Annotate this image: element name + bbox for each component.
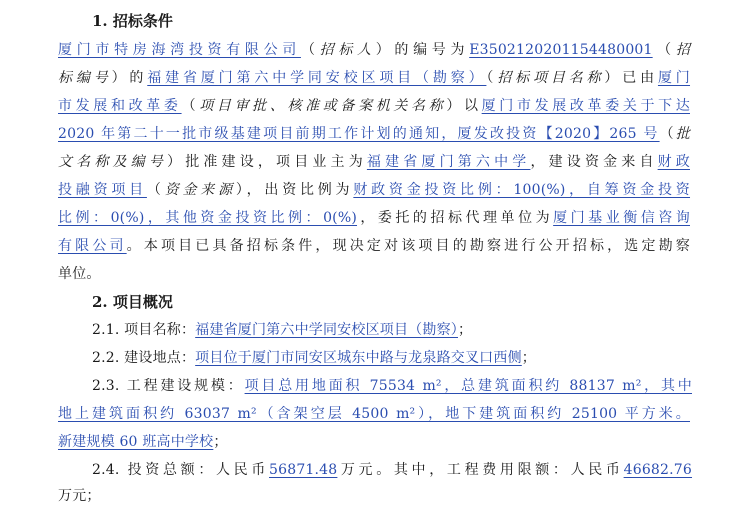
filled-field-value: 项目位于厦门市同安区城东中路与龙泉路交叉口西侧 — [195, 350, 522, 366]
text-segment: ）已由 — [604, 70, 658, 86]
section-2-line — [58, 485, 690, 507]
filled-field-value: 地上建筑面积约 63037 m²（含架空层 4500 m²），地下建筑面积约 25100 平方米。 — [58, 406, 690, 422]
filled-field-value: 比例：0(%)，其他资金投资比例：0(%) — [58, 210, 358, 226]
text-segment: ）批准建设，项目业主为 — [167, 154, 367, 170]
filled-field-value: 56871.48 — [269, 462, 338, 478]
text-segment: ），出资比例为 — [235, 182, 354, 198]
section-1-line — [58, 67, 690, 89]
filled-field-value: 厦门 — [657, 70, 691, 86]
text-segment: ，委托的招标代理单位为 — [357, 210, 554, 226]
filled-field-value: 投融资项目 — [58, 182, 147, 198]
field-description: 项目审批、核准或备案机关名称 — [199, 98, 447, 114]
section-2-line — [92, 375, 692, 397]
text-segment: ； — [457, 322, 473, 338]
text-segment: ）以 — [446, 98, 482, 114]
filled-field-value: 财政 — [657, 154, 690, 170]
section-2-line — [92, 319, 692, 341]
section-2-line — [58, 431, 690, 453]
filled-field-value: 新建规模 60 班高中学校 — [58, 434, 214, 450]
section-1-line — [58, 179, 690, 201]
text-segment: ，建设资金来自 — [530, 154, 658, 170]
field-description: 资金来源 — [164, 182, 236, 198]
filled-field-value: 46682.76 — [623, 462, 693, 478]
field-description: 标编号 — [58, 70, 112, 86]
text-segment: ； — [213, 434, 228, 450]
field-description: 文名称及编号 — [58, 154, 168, 170]
section-1-line — [58, 207, 690, 229]
text-segment: 单位。 — [58, 266, 101, 282]
field-description: 招标项目名称 — [497, 70, 605, 86]
text-segment: （ — [300, 42, 320, 58]
text-segment: 万元； — [58, 488, 101, 504]
section-1-line — [58, 39, 690, 61]
field-description: 批 — [675, 126, 691, 142]
text-segment: ； — [521, 350, 536, 366]
filled-field-value: 福建省厦门第六中学同安校区项目（勘察） — [147, 70, 487, 86]
text-segment: （ — [181, 98, 200, 114]
filled-field-value: 厦门市发展改革委关于下达 — [481, 98, 690, 114]
filled-field-value: 有限公司 — [58, 238, 127, 254]
text-segment: 。本项目已具备招标条件，现决定对该项目的勘察进行公开招标，选定勘察 — [126, 238, 690, 254]
filled-field-value: E3502120201154480001 — [469, 42, 653, 58]
text-segment: 2.3. 工程建设规模： — [92, 378, 245, 394]
field-description: 招标人 — [319, 42, 376, 58]
field-description: 招 — [675, 42, 691, 58]
filled-field-value: 福建省厦门第六中学同安校区项目（勘察） — [195, 322, 458, 338]
section-2-line — [58, 403, 690, 425]
section-1-line — [58, 151, 690, 173]
text-segment: （ — [146, 182, 165, 198]
section-1-heading: 1. 招标条件 — [92, 12, 173, 30]
section-1-line — [58, 123, 690, 145]
text-segment: ）的 — [111, 70, 148, 86]
section-2-line — [92, 459, 692, 481]
text-segment: 2.4. 投资总额：人民币 — [92, 462, 269, 478]
filled-field-value: 福建省厦门第六中学 — [366, 154, 531, 170]
text-segment: （ — [659, 126, 676, 142]
section-1-line — [58, 235, 690, 257]
filled-field-value: 财政资金投资比例：100(%)，自筹资金投资 — [353, 182, 691, 198]
text-segment: （ — [652, 42, 676, 58]
text-segment: ）的编号为 — [375, 42, 470, 58]
text-segment: （ — [486, 70, 498, 86]
section-1-line — [58, 263, 690, 285]
filled-field-value: 2020 年第二十一批市级基建项目前期工作计划的通知，厦发改投资【2020】265 号 — [58, 126, 660, 142]
section-2-line — [92, 347, 692, 369]
filled-field-value: 市发展和改革委 — [58, 98, 182, 114]
text-segment: 万元。其中，工程费用限额：人民币 — [337, 462, 624, 478]
filled-field-value: 厦门市特房海湾投资有限公司 — [58, 42, 301, 58]
section-2-heading: 2. 项目概况 — [92, 293, 173, 311]
text-segment: 2.2. 建设地点： — [92, 350, 196, 366]
section-1-line — [58, 95, 690, 117]
filled-field-value: 厦门基业衡信咨询 — [553, 210, 690, 226]
text-segment: 2.1. 项目名称： — [92, 322, 196, 338]
filled-field-value: 项目总用地面积 75534 m²，总建筑面积约 88137 m²，其中 — [244, 378, 692, 394]
